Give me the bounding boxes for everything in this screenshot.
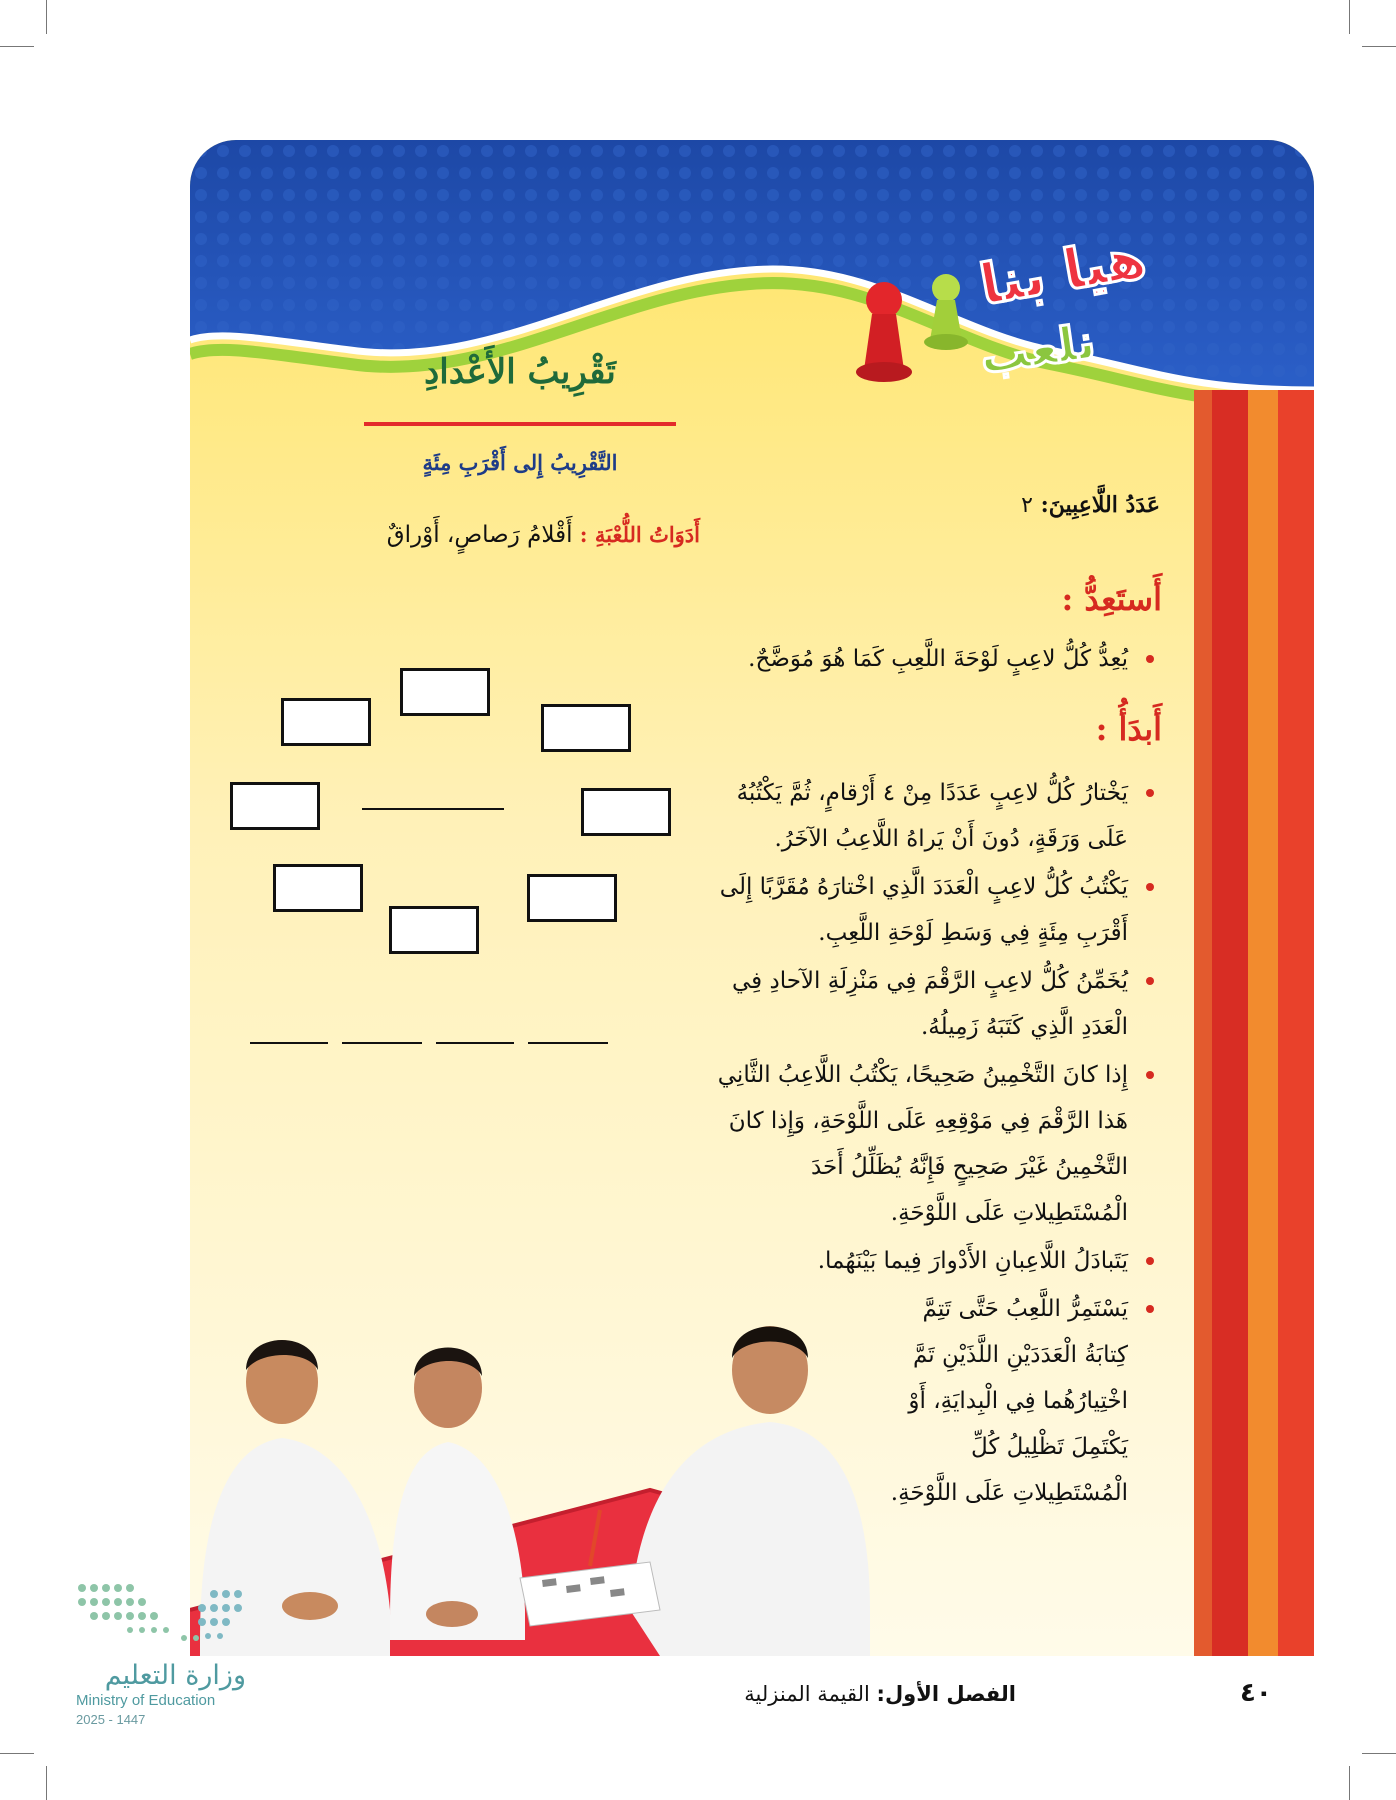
crop-mark	[46, 0, 47, 34]
page-subtitle: التَّقْرِيبُ إِلى أَقْرَبِ مِئَةٍ	[422, 450, 618, 475]
ministry-logo	[74, 1578, 254, 1738]
digit-line	[342, 1042, 422, 1044]
crop-mark	[1349, 0, 1350, 34]
banner-text-2: نلعب	[976, 313, 1099, 386]
game-tools	[230, 522, 700, 548]
banner-text-1: هيا بنا	[974, 225, 1151, 319]
list-item: يَتَبادَلُ اللَّاعِبانِ الأَدْوارَ فِيما بَيْنَهُما.	[712, 1238, 1162, 1284]
prepare-heading: أَستَعِدُّ :	[1061, 580, 1162, 618]
ministry-dots-icon	[74, 1578, 254, 1658]
lesson-page	[190, 140, 1314, 1656]
list-item: إِذا كانَ التَّخْمِينُ صَحِيحًا، يَكْتُبُ اللَّاعِبُ الثَّانِي هَذا الرَّقْمَ فِي مَوْقِعِهِ عَلَى اللَّوْحَةِ، وَإِذا كانَ التَّخْمِينُ غَيْرَ صَحِيحٍ فَإِنَّهُ يُظَلِّلُ أَحَدَ الْمُسْتَطِيلاتِ عَلَى اللَّوْحَةِ.	[712, 1052, 1162, 1236]
players-value: ٢	[1021, 493, 1033, 518]
center-answer-line	[362, 808, 504, 810]
tools-value: أَقْلامُ رَصاصٍ، أَوْراقٌ	[386, 522, 573, 548]
players-count	[790, 492, 1160, 518]
board-rectangle	[389, 906, 479, 954]
crop-mark	[1349, 1766, 1350, 1800]
side-stripes	[1194, 390, 1314, 1656]
title-underline	[364, 422, 676, 426]
tools-label: أَدَوَاتُ اللُّعْبَةِ :	[579, 522, 700, 547]
lets-play-logo	[854, 210, 1164, 400]
ministry-name-en: Ministry of Education	[76, 1692, 216, 1709]
board-rectangle	[400, 668, 490, 716]
start-heading: أَبدَأُ :	[1095, 710, 1162, 748]
digit-line	[528, 1042, 608, 1044]
board-rectangle	[581, 788, 671, 836]
chapter-label: الفصل الأول:	[876, 1682, 1016, 1706]
board-rectangle	[527, 874, 617, 922]
ministry-year: 2025 - 1447	[76, 1712, 146, 1727]
chapter-title: القيمة المنزلية	[744, 1682, 870, 1706]
ministry-name-ar: وزارة التعليم	[104, 1660, 246, 1691]
digit-line	[250, 1042, 328, 1044]
board-rectangle	[541, 704, 631, 752]
page-title: تَقْرِيبُ الأَعْدادِ	[424, 352, 616, 392]
board-rectangle	[273, 864, 363, 912]
list-item: يُعِدُّ كُلُّ لاعِبٍ لَوْحَةَ اللَّعِبِ كَمَا هُوَ مُوَضَّحٌ.	[712, 636, 1162, 682]
crop-mark	[46, 1766, 47, 1800]
green-pawn-icon	[924, 274, 968, 350]
list-item: يَخْتارُ كُلُّ لاعِبٍ عَدَدًا مِنْ ٤ أَرْقامٍ، ثُمَّ يَكْتُبُهُ عَلَى وَرَقَةٍ، دُونَ أَنْ يَراهُ اللَّاعِبُ الآخَرُ.	[712, 770, 1162, 862]
crop-mark	[1362, 1753, 1396, 1754]
prepare-steps	[712, 636, 1162, 684]
board-rectangle	[281, 698, 371, 746]
list-item: يُخَمِّنُ كُلُّ لاعِبٍ الرَّقْمَ فِي مَنْزِلَةِ الآحادِ فِي الْعَدَدِ الَّذِي كَتَبَهُ زَمِيلُهُ.	[712, 958, 1162, 1050]
crop-mark	[0, 46, 34, 47]
digit-line	[436, 1042, 514, 1044]
list-item: يَسْتَمِرُّ اللَّعِبُ حَتَّى تَتِمَّ كِتابَةُ الْعَدَدَيْنِ اللَّذَيْنِ تَمَّ اخْتِيارُهُما فِي الْبِدايَةِ، أَوْ يَكْتَمِلَ تَظْلِيلُ كُلِّ الْمُسْتَطِيلاتِ عَلَى اللَّوْحَةِ.	[888, 1286, 1162, 1516]
board-rectangle	[230, 782, 320, 830]
players-label: عَدَدُ اللَّاعِبِينَ:	[1040, 492, 1160, 518]
crop-mark	[0, 1753, 34, 1754]
students-playing-photo	[190, 1310, 950, 1656]
red-pawn-icon	[856, 282, 912, 382]
page-number: ٤٠	[1240, 1678, 1272, 1708]
chapter-footer	[744, 1682, 1016, 1706]
crop-mark	[1362, 46, 1396, 47]
list-item: يَكْتُبُ كُلُّ لاعِبٍ الْعَدَدَ الَّذِي اخْتارَهُ مُقَرَّبًا إِلَى أَقْرَبِ مِئَةٍ فِي وَسَطِ لَوْحَةِ اللَّعِبِ.	[712, 864, 1162, 956]
